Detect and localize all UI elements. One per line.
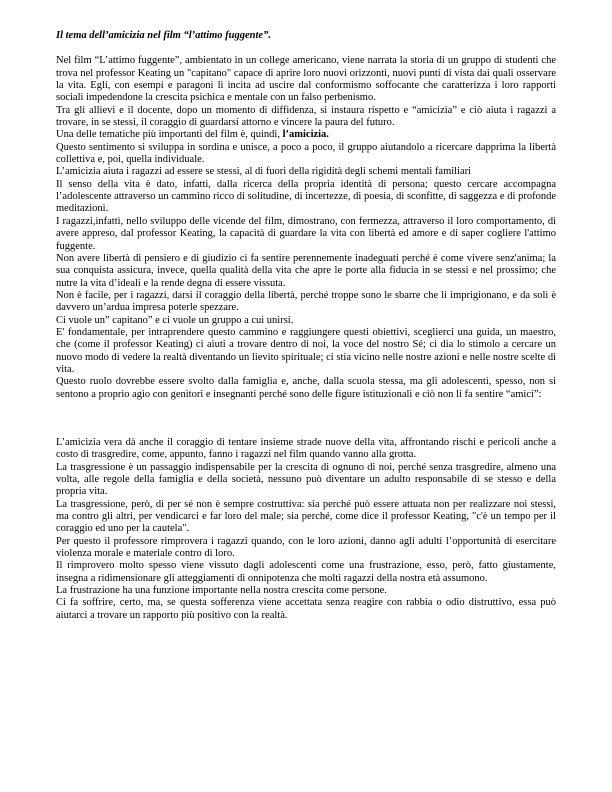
paragraph: Tra gli allievi e il docente, dopo un momento di diffidenza, si instaura rispetto e “amicizia” e ciò aiuta i ragazzi a trovare, in se stessi, il coraggio di guardarsi attorno e vincere la paura del futuro. bbox=[56, 104, 556, 129]
paragraph: L’amicizia aiuta i ragazzi ad essere se stessi, al di fuori della rigidità degli schemi mentali familiari bbox=[56, 166, 472, 178]
paragraph: Ci vuole un” capitano” e ci vuole un gruppo a cui unirsi. bbox=[56, 314, 294, 326]
paragraph: I ragazzi,infatti, nello sviluppo delle vicende del film, dimostrano, con fermezza, attraverso il loro comportamento, di avere appreso, dal professor Keating, la capacità di guardare la vita con libertà ed amore e di saper cogliere l'attimo fuggente. bbox=[56, 215, 556, 252]
theme-text: Una delle tematiche più importanti del film è, quindi, bbox=[56, 129, 283, 141]
document-title: Il tema dell’amicizia nel film “l’attimo fuggente”. bbox=[56, 30, 271, 41]
paragraph: La frustrazione ha una funzione importante nella nostra crescita come persone. bbox=[56, 585, 387, 597]
paragraph: Non è facile, per i ragazzi, darsi il coraggio della libertà, perché troppe sono le sbarre che li imprigionano, e da soli è davvero un’ardua impresa poterle spezzare. bbox=[56, 289, 556, 314]
paragraph: Questo sentimento si sviluppa in sordina e unisce, a poco a poco, il gruppo aiutandolo a ricercare dapprima la libertà collettiva e, poi, quella individuale. bbox=[56, 141, 556, 166]
paragraph: Il senso della vita è dato, infatti, dalla ricerca della propria identità di persona; questo cercare accompagna l’adolescente attraverso un cammino ricco di solitudine, di incertezze, di poesia, di sconfitte, di saggezza e di profonde meditazioni. bbox=[56, 178, 556, 215]
paragraph: L’amicizia vera dà anche il coraggio di tentare insieme strade nuove della vita, affrontando rischi e pericoli anche a costo di trasgredire, come, appunto, fanno i ragazzi nel film quando vanno alla grotta. bbox=[56, 436, 556, 461]
paragraph: Per questo il professore rimprovera i ragazzi quando, con le loro azioni, danno agli adulti l’opportunità di esercitare violenza morale e materiale contro di loro. bbox=[56, 535, 556, 560]
paragraph: La trasgressione è un passaggio indispensabile per la crescita di ognuno di noi, perché senza trasgredire, almeno una volta, alle regole della famiglia e della società, nessuno può diventare un adulto responsabile di se stesso e della propria vita. bbox=[56, 461, 556, 498]
document-page bbox=[56, 30, 556, 622]
paragraph-theme bbox=[56, 129, 556, 141]
theme-bold-text: l’amicizia. bbox=[282, 129, 329, 141]
paragraph: Nel film “L’attimo fuggente”, ambientato in un college americano, viene narrata la storia di un gruppo di studenti che trova nel professor Keating un "capitano" capace di aprire loro nuovi orizzonti, nuovi punti di vista dai quali osservare la vita. Egli, con esempi e paragoni li incita ad uscire dal conformismo soffocante che caratterizza i loro rapporti sociali impedendone la crescita psichica e mentale con un falso perbenismo. bbox=[56, 55, 556, 104]
paragraph: Questo ruolo dovrebbe essere svolto dalla famiglia e, anche, dalla scuola stessa, ma gli adolescenti, spesso, non si sentono a proprio agio con genitori e insegnanti perché sono delle figure istituzionali e ciò non li fa sentire “amici”: bbox=[56, 376, 556, 400]
paragraph-gap bbox=[56, 401, 556, 437]
paragraph: E' fondamentale, per intraprendere questo cammino e raggiungere questi obiettivi, sceglierci una guida, un maestro, che (come il professor Keating) ci aiuti a trovare dentro di noi, la voce del nostro Sé; ci dia lo stimolo a cercare un nuovo modo di vedere la realtà diventando un lievito spirituale; ci stia vicino nelle nostre azioni e nelle nostre scelte di vita. bbox=[56, 326, 556, 375]
paragraph: Ci fa soffrire, certo, ma, se questa sofferenza viene accettata senza reagire con rabbia o odio distruttivo, essa può aiutarci a trovare un rapporto più positivo con la realtà. bbox=[56, 597, 556, 621]
paragraph: Il rimprovero molto spesso viene vissuto dagli adolescenti come una frustrazione, esso, però, fatto giustamente, insegna a ridimensionare gli atteggiamenti di onnipotenza che molti ragazzi della nostra età assumono. bbox=[56, 560, 556, 584]
paragraph: La trasgressione, però, di per sé non è sempre costruttiva: sia perché può essere attuata non per realizzare noi stessi, ma contro gli altri, per vendicarci e far loro del male; sia perché, come dice il professor Keating, "c'è un tempo per il coraggio ed uno per la cautela". bbox=[56, 498, 556, 535]
paragraph: Non avere libertà di pensiero e di giudizio ci fa sentire perennemente inadeguati perché è come vivere senz'anima; la sua conquista assicura, invece, quella qualità della vita che apre le porte alla fiducia in se stessi e nel prossimo; che nutre la vita d’ideali e la rende degna di essere vissuta. bbox=[56, 252, 556, 289]
